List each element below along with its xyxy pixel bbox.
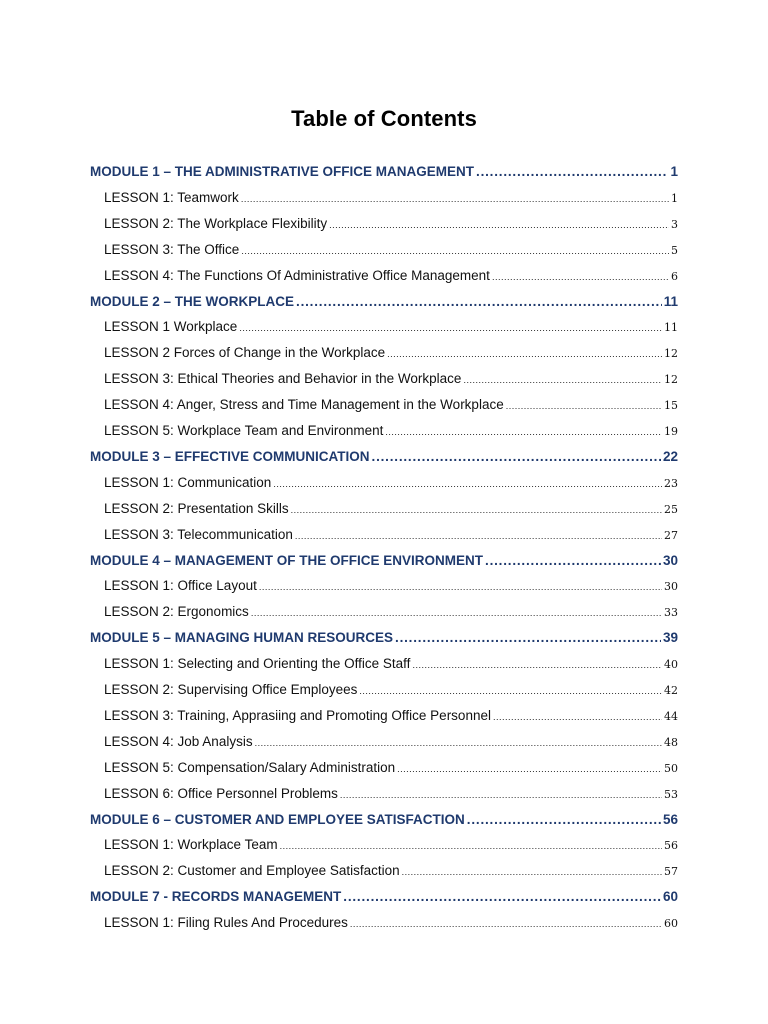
lesson-title: LESSON 1: Filing Rules And Procedures — [104, 915, 348, 931]
lesson-title: LESSON 1: Teamwork — [104, 189, 239, 205]
lesson-title: LESSON 4: Job Analysis — [104, 733, 253, 749]
page-number: 3 — [671, 217, 678, 231]
dot-leader — [340, 786, 662, 801]
dot-leader — [387, 345, 662, 360]
lesson-title: LESSON 1 Workplace — [104, 319, 238, 335]
toc-lesson-entry[interactable] — [104, 578, 678, 598]
toc-lesson-entry[interactable] — [104, 242, 678, 262]
toc-lesson-entry[interactable] — [104, 682, 678, 702]
page-number: 1 — [671, 191, 678, 205]
dot-leader — [493, 708, 662, 723]
page-number: 40 — [664, 658, 678, 672]
toc-lesson-entry[interactable] — [104, 190, 678, 210]
lesson-title: LESSON 1: Office Layout — [104, 578, 257, 594]
page-number: 48 — [664, 735, 678, 749]
page-number: 44 — [664, 709, 678, 723]
page-number: 19 — [664, 425, 678, 438]
lesson-title: LESSON 5: Compensation/Salary Administration — [104, 759, 396, 775]
page-number: 1 — [670, 164, 678, 179]
page-number: 60 — [664, 917, 678, 931]
lesson-title: LESSON 1: Communication — [104, 474, 272, 490]
dot-leader — [259, 578, 662, 593]
toc-lesson-entry[interactable] — [104, 397, 678, 417]
module-title: MODULE 1 – THE ADMINISTRATIVE OFFICE MANAGEMENT — [90, 164, 475, 179]
lesson-title: LESSON 3: Training, Apprasiing and Promoting Office Personnel — [104, 707, 491, 723]
dot-leader — [492, 268, 669, 283]
toc-lesson-entry[interactable] — [104, 708, 678, 728]
page-number: 25 — [664, 502, 678, 516]
module-title: MODULE 3 – EFFECTIVE COMMUNICATION — [90, 448, 370, 464]
page-number: 15 — [664, 399, 678, 413]
lesson-title: LESSON 1: Workplace Team — [104, 837, 278, 853]
toc-module-entry[interactable] — [90, 630, 678, 650]
dot-leader — [296, 294, 662, 309]
lesson-title: LESSON 2: The Workplace Flexibility — [104, 215, 328, 231]
page-number: 23 — [664, 476, 678, 490]
dot-leader — [273, 475, 662, 490]
page-title: Table of Contents — [291, 106, 477, 131]
dot-leader — [485, 553, 661, 568]
dot-leader — [402, 863, 662, 878]
lesson-title: LESSON 3: Ethical Theories and Behavior in the Workplace — [104, 371, 462, 387]
page-number: 5 — [671, 243, 678, 257]
toc-lesson-entry[interactable] — [104, 837, 678, 857]
lesson-title: LESSON 1: Selecting and Orienting the Office Staff — [104, 656, 411, 672]
lesson-title: LESSON 4: The Functions Of Administrative Office Management — [104, 267, 490, 283]
dot-leader — [350, 915, 662, 930]
dot-leader — [255, 734, 662, 749]
module-title: MODULE 2 – THE WORKPLACE — [90, 293, 295, 309]
dot-leader — [467, 812, 661, 827]
dot-leader — [343, 889, 661, 904]
page-number: 42 — [664, 684, 678, 697]
toc-lesson-entry[interactable] — [104, 604, 678, 624]
dot-leader — [241, 190, 669, 205]
lesson-title: LESSON 2: Customer and Employee Satisfaction — [104, 863, 400, 879]
toc-lesson-entry[interactable] — [104, 371, 678, 391]
page-number: 39 — [662, 630, 678, 646]
toc-lesson-entry[interactable] — [104, 216, 678, 236]
toc-lesson-entry[interactable] — [104, 345, 678, 365]
page-number: 22 — [662, 448, 678, 464]
page-number: 50 — [664, 761, 678, 775]
toc-lesson-entry[interactable] — [104, 423, 678, 443]
page-number: 11 — [663, 293, 678, 309]
lesson-title: LESSON 5: Workplace Team and Environment — [104, 423, 384, 438]
page-number: 56 — [664, 839, 678, 853]
page-number: 12 — [664, 347, 678, 361]
dot-leader — [251, 604, 662, 619]
toc-lesson-entry[interactable] — [104, 527, 678, 547]
dot-leader — [239, 319, 662, 334]
toc-lesson-entry[interactable] — [104, 760, 678, 780]
dot-leader — [295, 527, 662, 542]
page-number: 33 — [664, 606, 678, 620]
dot-leader — [395, 630, 661, 645]
dot-leader — [463, 371, 662, 386]
toc-lesson-entry[interactable] — [104, 268, 678, 288]
lesson-title: LESSON 3: The Office — [104, 241, 240, 257]
dot-leader — [359, 682, 662, 697]
toc-lesson-entry[interactable] — [104, 863, 678, 883]
toc-lesson-entry[interactable] — [104, 734, 678, 754]
dot-leader — [506, 397, 662, 412]
page-number: 53 — [664, 787, 678, 801]
module-title: MODULE 4 – MANAGEMENT OF THE OFFICE ENVIRONMENT — [90, 552, 484, 568]
toc-lesson-entry[interactable] — [104, 475, 678, 495]
page-number: 56 — [662, 811, 678, 827]
page-number: 30 — [664, 580, 678, 594]
module-title: MODULE 5 – MANAGING HUMAN RESOURCES — [90, 630, 394, 646]
toc-module-entry[interactable] — [90, 812, 678, 832]
lesson-title: LESSON 2: Supervising Office Employees — [104, 682, 358, 697]
module-title: MODULE 6 – CUSTOMER AND EMPLOYEE SATISFACTION — [90, 811, 465, 827]
dot-leader — [329, 216, 669, 231]
page-number: 30 — [662, 552, 678, 568]
lesson-title: LESSON 2 Forces of Change in the Workplace — [104, 345, 386, 361]
dot-leader — [385, 423, 662, 438]
lesson-title: LESSON 2: Ergonomics — [104, 604, 249, 620]
dot-leader — [291, 501, 662, 516]
page-number: 60 — [662, 889, 678, 905]
toc-lesson-entry[interactable] — [104, 501, 678, 521]
dot-leader — [372, 449, 661, 464]
page-number: 57 — [664, 865, 678, 879]
toc-module-entry[interactable] — [90, 164, 678, 184]
toc-lesson-entry[interactable] — [104, 319, 678, 339]
dot-leader — [397, 760, 662, 775]
page-number: 6 — [671, 269, 678, 283]
page-number: 11 — [664, 321, 678, 335]
lesson-title: LESSON 2: Presentation Skills — [104, 500, 289, 516]
toc-module-entry[interactable] — [90, 889, 678, 909]
toc-lesson-entry[interactable] — [104, 656, 678, 676]
toc-lesson-entry[interactable] — [104, 786, 678, 806]
lesson-title: LESSON 3: Telecommunication — [104, 526, 293, 542]
dot-leader — [476, 164, 668, 179]
lesson-title: LESSON 4: Anger, Stress and Time Management in the Workplace — [104, 397, 504, 413]
page-number: 27 — [664, 528, 678, 542]
dot-leader — [412, 656, 662, 671]
module-title: MODULE 7 - RECORDS MANAGEMENT — [90, 889, 342, 905]
toc-module-entry[interactable] — [90, 553, 678, 573]
toc-module-entry[interactable] — [90, 449, 678, 469]
dot-leader — [241, 242, 669, 257]
toc-lesson-entry[interactable] — [104, 915, 678, 935]
page-number: 12 — [664, 373, 678, 387]
lesson-title: LESSON 6: Office Personnel Problems — [104, 785, 338, 801]
dot-leader — [280, 837, 662, 852]
toc-module-entry[interactable] — [90, 294, 678, 314]
